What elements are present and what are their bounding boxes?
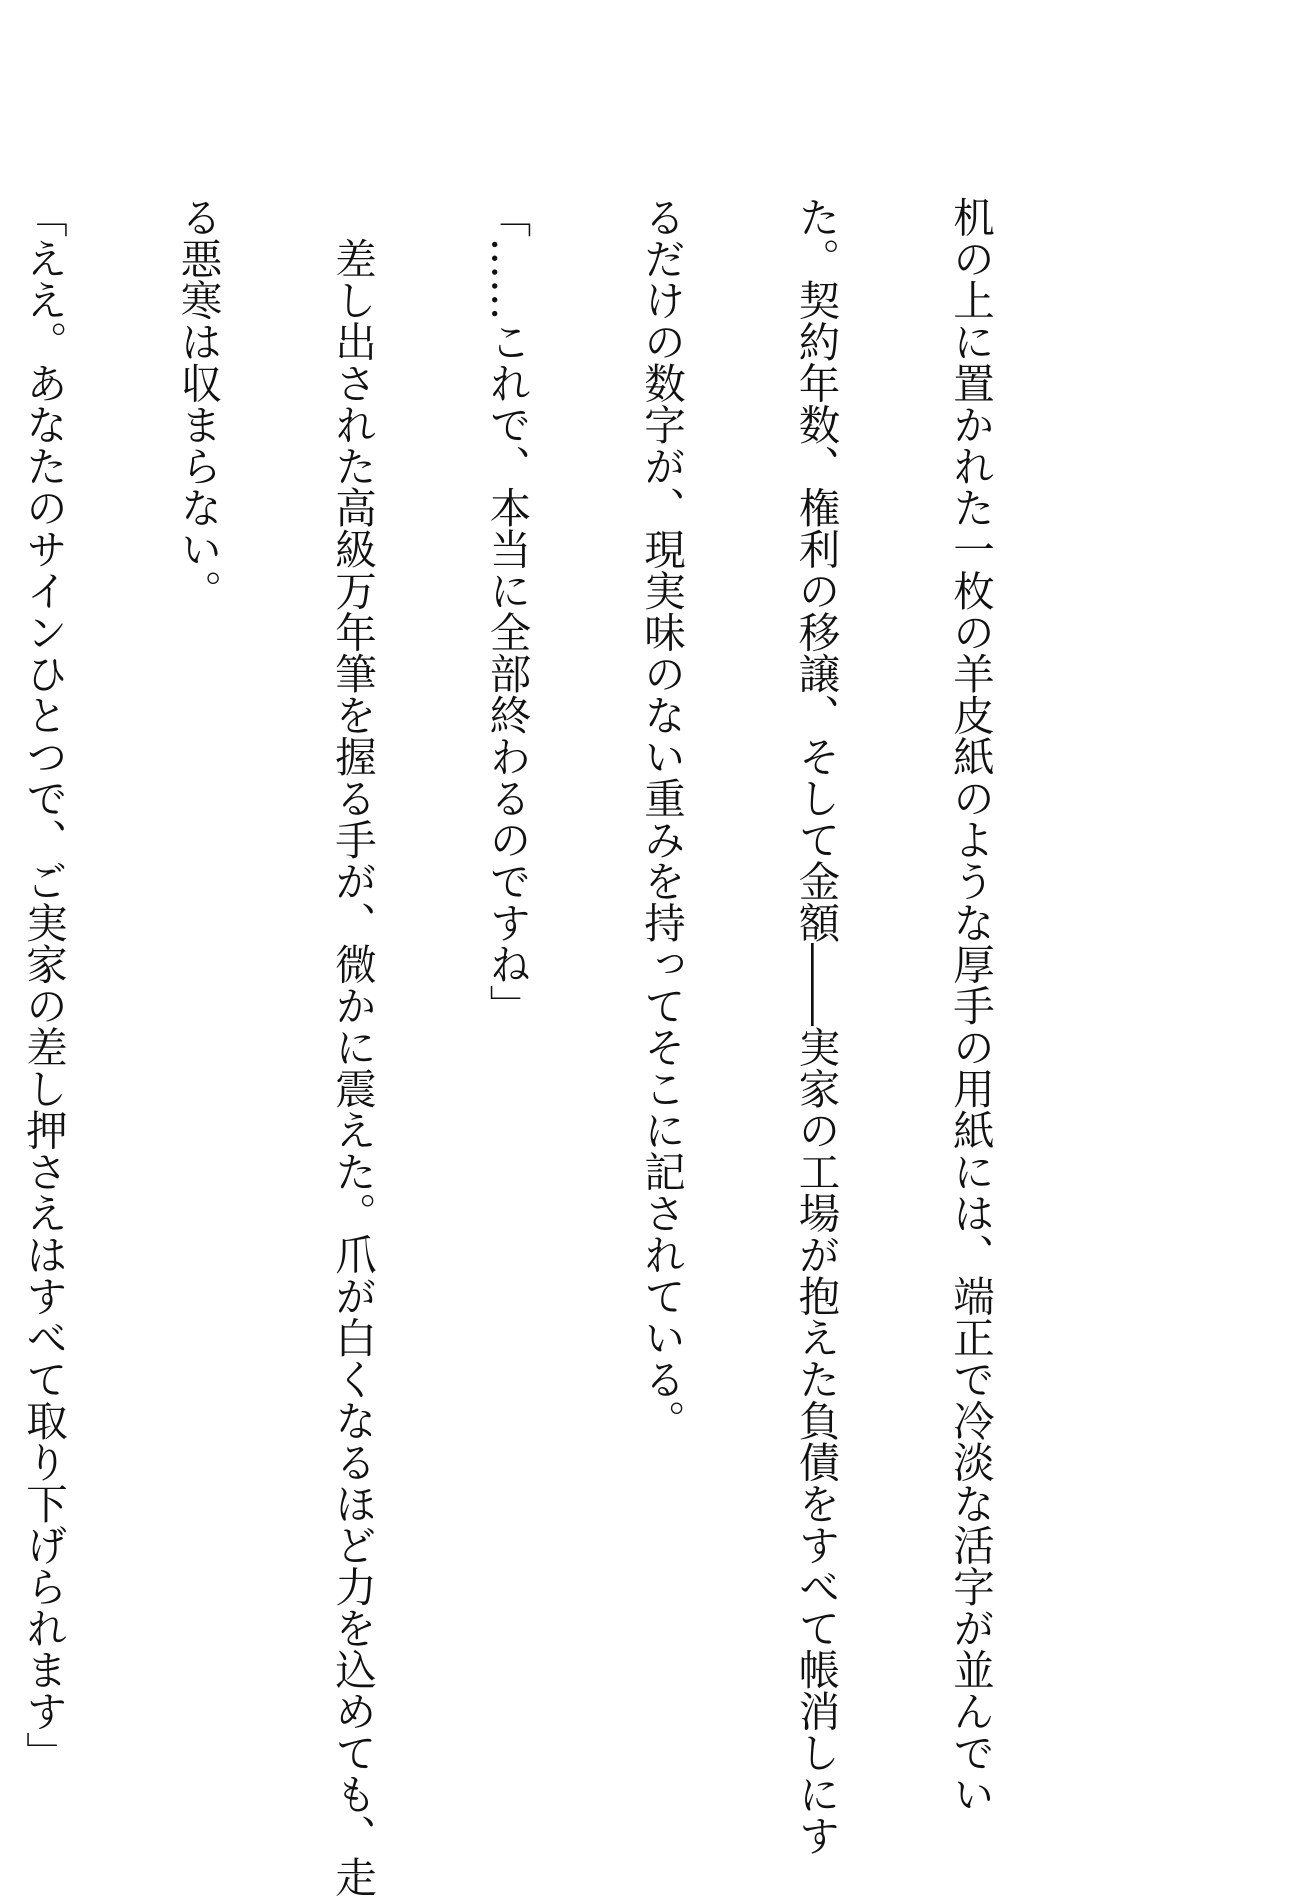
text-line: 差し出された高級万年筆を握る手が、微かに震えた。爪が白くなるほど力を込めても、走 [328, 196, 377, 1898]
text-line: 机の上に置かれた一枚の羊皮紙のような厚手の用紙には、端正で冷淡な活字が並んでい [946, 196, 995, 1815]
vertical-text-block [0, 196, 1099, 1898]
text-line: 「……これで、本当に全部終わるのですね」 [482, 196, 532, 1026]
text-line: る悪寒は収まらない。 [173, 196, 223, 611]
text-line: た。契約年数、権利の移譲、そして金額――実家の工場が抱えた負債をすべて帳消しにす [791, 196, 841, 1856]
text-line: 「ええ。あなたのサインひとつで、ご実家の差し押さえはすべて取り下げられます」 [19, 196, 68, 1773]
text-line: るだけの数字が、現実味のない重みを持ってそこに記されている。 [637, 196, 686, 1441]
